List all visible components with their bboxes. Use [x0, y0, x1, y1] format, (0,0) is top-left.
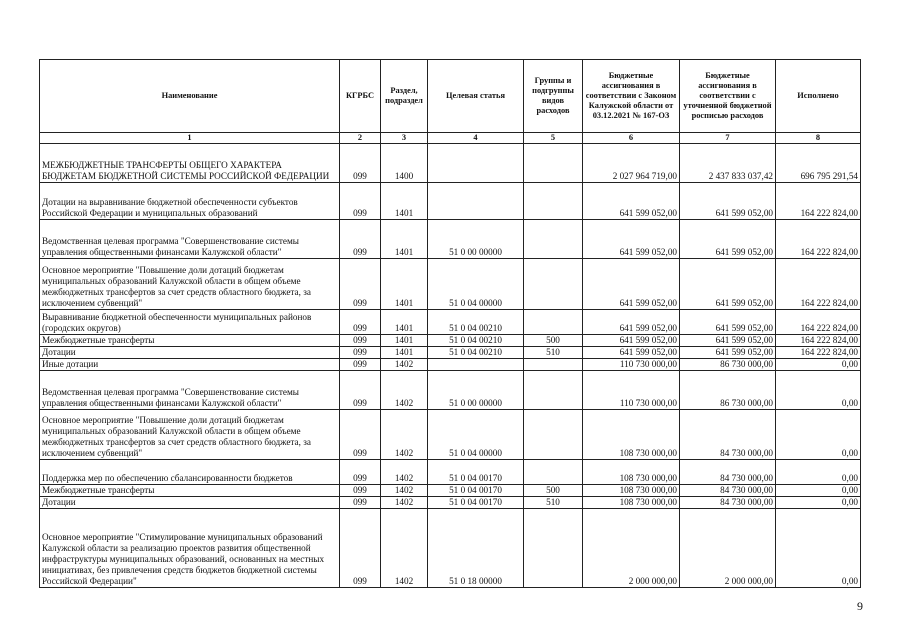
cell-law: 108 730 000,00 — [583, 410, 680, 460]
cell-kgrbs: 099 — [340, 497, 381, 509]
table-row — [40, 183, 861, 220]
header-row — [40, 60, 861, 133]
col-number: 8 — [776, 133, 861, 144]
cell-name: Выравнивание бюджетной обеспеченности муниципальных районов (городских округов) — [40, 310, 340, 335]
cell-kgrbs: 099 — [340, 220, 381, 259]
cell-law: 108 730 000,00 — [583, 460, 680, 485]
cell-revised: 2 437 833 037,42 — [680, 144, 776, 183]
table-row — [40, 497, 861, 509]
cell-group — [524, 460, 583, 485]
cell-law: 2 027 964 719,00 — [583, 144, 680, 183]
cell-revised: 2 000 000,00 — [680, 509, 776, 588]
cell-law: 110 730 000,00 — [583, 359, 680, 371]
cell-kgrbs: 099 — [340, 509, 381, 588]
header-name: Наименование — [40, 60, 340, 133]
cell-executed: 696 795 291,54 — [776, 144, 861, 183]
header-section: Раздел, подраздел — [381, 60, 428, 133]
cell-kgrbs: 099 — [340, 310, 381, 335]
cell-revised: 641 599 052,00 — [680, 335, 776, 347]
column-number-row — [40, 133, 861, 144]
cell-revised: 641 599 052,00 — [680, 347, 776, 359]
cell-section: 1401 — [381, 310, 428, 335]
col-number: 5 — [524, 133, 583, 144]
cell-group: 500 — [524, 335, 583, 347]
cell-law: 641 599 052,00 — [583, 220, 680, 259]
cell-revised: 86 730 000,00 — [680, 359, 776, 371]
cell-target: 51 0 04 00210 — [428, 335, 524, 347]
cell-revised: 641 599 052,00 — [680, 220, 776, 259]
cell-section: 1402 — [381, 460, 428, 485]
cell-group: 510 — [524, 347, 583, 359]
cell-target: 51 0 00 00000 — [428, 220, 524, 259]
table-row — [40, 485, 861, 497]
cell-section: 1402 — [381, 371, 428, 410]
cell-executed: 0,00 — [776, 509, 861, 588]
cell-target: 51 0 04 00000 — [428, 259, 524, 310]
table-row — [40, 335, 861, 347]
cell-section: 1402 — [381, 410, 428, 460]
header-executed: Исполнено — [776, 60, 861, 133]
cell-name: Межбюджетные трансферты — [40, 485, 340, 497]
cell-executed: 164 222 824,00 — [776, 183, 861, 220]
cell-law: 641 599 052,00 — [583, 347, 680, 359]
cell-name: Межбюджетные трансферты — [40, 335, 340, 347]
cell-executed: 0,00 — [776, 460, 861, 485]
col-number: 2 — [340, 133, 381, 144]
cell-law: 2 000 000,00 — [583, 509, 680, 588]
cell-name: МЕЖБЮДЖЕТНЫЕ ТРАНСФЕРТЫ ОБЩЕГО ХАРАКТЕРА БЮДЖЕТАМ БЮДЖЕТНОЙ СИСТЕМЫ РОССИЙСКОЙ ФЕДЕРАЦИИ — [40, 144, 340, 183]
cell-section: 1402 — [381, 359, 428, 371]
cell-name: Дотации на выравнивание бюджетной обеспеченности субъектов Российской Федерации и муниципальных образований — [40, 183, 340, 220]
cell-section: 1401 — [381, 183, 428, 220]
cell-name: Ведомственная целевая программа "Совершенствование системы управления общественными финансами Калужской области" — [40, 371, 340, 410]
cell-target: 51 0 04 00170 — [428, 485, 524, 497]
cell-group: 510 — [524, 497, 583, 509]
cell-target: 51 0 04 00210 — [428, 310, 524, 335]
cell-group — [524, 371, 583, 410]
cell-revised: 84 730 000,00 — [680, 410, 776, 460]
cell-target — [428, 144, 524, 183]
header-target: Целевая статья — [428, 60, 524, 133]
cell-target: 51 0 04 00210 — [428, 347, 524, 359]
cell-executed: 0,00 — [776, 485, 861, 497]
table-row — [40, 509, 861, 588]
cell-revised: 84 730 000,00 — [680, 485, 776, 497]
cell-section: 1401 — [381, 347, 428, 359]
cell-target: 51 0 04 00000 — [428, 410, 524, 460]
table-row — [40, 371, 861, 410]
header-kgrbs: КГРБС — [340, 60, 381, 133]
cell-section: 1402 — [381, 485, 428, 497]
header-law-appropriations: Бюджетные ассигнования в соответствии с Законом Калужской области от 03.12.2021 № 167-ОЗ — [583, 60, 680, 133]
cell-kgrbs: 099 — [340, 485, 381, 497]
cell-executed: 164 222 824,00 — [776, 347, 861, 359]
cell-executed: 164 222 824,00 — [776, 310, 861, 335]
table-row — [40, 144, 861, 183]
cell-target: 51 0 18 00000 — [428, 509, 524, 588]
cell-name: Поддержка мер по обеспечению сбалансированности бюджетов — [40, 460, 340, 485]
cell-kgrbs: 099 — [340, 371, 381, 410]
cell-name: Дотации — [40, 497, 340, 509]
table-row — [40, 359, 861, 371]
cell-law: 641 599 052,00 — [583, 259, 680, 310]
table-row — [40, 347, 861, 359]
header-groups: Группы и подгруппы видов расходов — [524, 60, 583, 133]
cell-section: 1400 — [381, 144, 428, 183]
table-row — [40, 410, 861, 460]
cell-revised: 86 730 000,00 — [680, 371, 776, 410]
cell-target: 51 0 00 00000 — [428, 371, 524, 410]
cell-name: Иные дотации — [40, 359, 340, 371]
cell-group — [524, 359, 583, 371]
cell-revised: 84 730 000,00 — [680, 497, 776, 509]
cell-name: Дотации — [40, 347, 340, 359]
cell-revised: 641 599 052,00 — [680, 259, 776, 310]
col-number: 1 — [40, 133, 340, 144]
col-number: 4 — [428, 133, 524, 144]
col-number: 3 — [381, 133, 428, 144]
col-number: 6 — [583, 133, 680, 144]
cell-law: 641 599 052,00 — [583, 335, 680, 347]
page-number: 9 — [857, 599, 863, 613]
cell-group — [524, 410, 583, 460]
budget-table — [39, 59, 861, 588]
cell-kgrbs: 099 — [340, 144, 381, 183]
cell-executed: 0,00 — [776, 410, 861, 460]
cell-law: 641 599 052,00 — [583, 183, 680, 220]
cell-section: 1401 — [381, 259, 428, 310]
cell-group — [524, 259, 583, 310]
cell-revised: 641 599 052,00 — [680, 310, 776, 335]
cell-kgrbs: 099 — [340, 460, 381, 485]
cell-name: Основное мероприятие "Повышение доли дотаций бюджетам муниципальных образований Калужской области в общем объеме межбюджетных трансфертов за счет средств областного бюджета, за исключением субвенций" — [40, 259, 340, 310]
cell-revised: 641 599 052,00 — [680, 183, 776, 220]
cell-law: 108 730 000,00 — [583, 497, 680, 509]
cell-revised: 84 730 000,00 — [680, 460, 776, 485]
cell-kgrbs: 099 — [340, 359, 381, 371]
cell-law: 108 730 000,00 — [583, 485, 680, 497]
cell-group — [524, 509, 583, 588]
cell-executed: 0,00 — [776, 371, 861, 410]
cell-executed: 0,00 — [776, 497, 861, 509]
cell-group — [524, 183, 583, 220]
cell-group — [524, 220, 583, 259]
cell-section: 1402 — [381, 509, 428, 588]
cell-executed: 164 222 824,00 — [776, 335, 861, 347]
cell-section: 1401 — [381, 335, 428, 347]
cell-law: 641 599 052,00 — [583, 310, 680, 335]
cell-executed: 0,00 — [776, 359, 861, 371]
cell-name: Основное мероприятие "Повышение доли дотаций бюджетам муниципальных образований Калужской области в общем объеме межбюджетных трансфертов за счет средств областного бюджета, за исключением субвенций" — [40, 410, 340, 460]
cell-kgrbs: 099 — [340, 410, 381, 460]
cell-kgrbs: 099 — [340, 259, 381, 310]
cell-kgrbs: 099 — [340, 335, 381, 347]
header-revised-appropriations: Бюджетные ассигнования в соответствии с уточненной бюджетной росписью расходов — [680, 60, 776, 133]
cell-section: 1402 — [381, 497, 428, 509]
cell-target: 51 0 04 00170 — [428, 497, 524, 509]
cell-executed: 164 222 824,00 — [776, 220, 861, 259]
cell-group: 500 — [524, 485, 583, 497]
table-row — [40, 310, 861, 335]
cell-name: Ведомственная целевая программа "Совершенствование системы управления общественными финансами Калужской области" — [40, 220, 340, 259]
cell-name: Основное мероприятие "Стимулирование муниципальных образований Калужской области за реализацию проектов развития общественной инфраструктуры муниципальных образований, основанных на местных инициативах, без привлечения средств бюджетов бюджетной системы Российской Федерации" — [40, 509, 340, 588]
cell-kgrbs: 099 — [340, 183, 381, 220]
table-row — [40, 220, 861, 259]
cell-group — [524, 144, 583, 183]
cell-target — [428, 183, 524, 220]
cell-executed: 164 222 824,00 — [776, 259, 861, 310]
cell-target: 51 0 04 00170 — [428, 460, 524, 485]
cell-kgrbs: 099 — [340, 347, 381, 359]
table-row — [40, 259, 861, 310]
cell-group — [524, 310, 583, 335]
cell-law: 110 730 000,00 — [583, 371, 680, 410]
cell-section: 1401 — [381, 220, 428, 259]
table-row — [40, 460, 861, 485]
cell-target — [428, 359, 524, 371]
col-number: 7 — [680, 133, 776, 144]
